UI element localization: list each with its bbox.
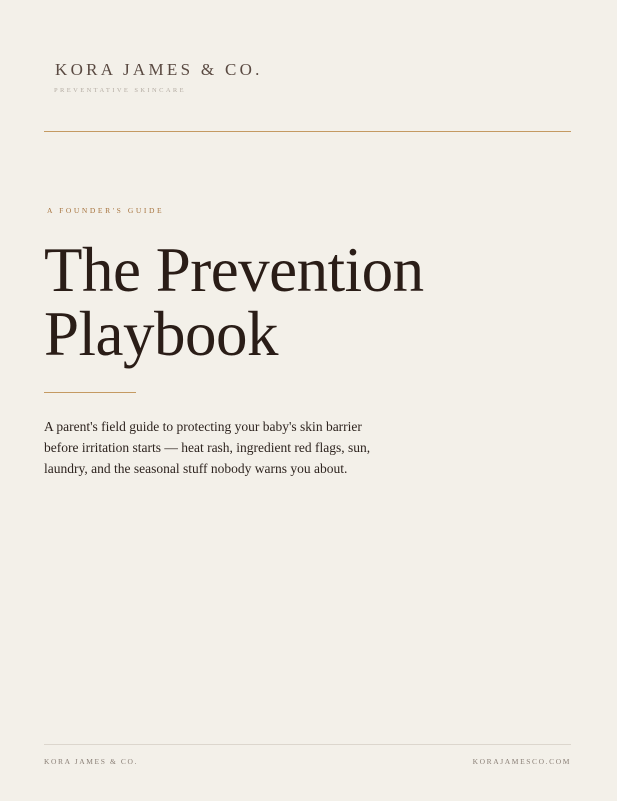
brand-tagline: PREVENTATIVE SKINCARE <box>54 87 187 94</box>
intro-paragraph: A parent's field guide to protecting your baby's skin barrier before irritation starts — heat rash, ingredient red flags, sun, laundry, and the seasonal stuff nobody warns you about. <box>44 419 371 476</box>
brand-block <box>54 60 263 94</box>
title-line-2: Playbook <box>44 299 279 369</box>
title-line-1: The Prevention <box>44 235 424 305</box>
footer-divider <box>44 744 571 745</box>
page-title <box>44 235 424 369</box>
title-accent-rule <box>44 392 136 393</box>
footer-brand: KORA JAMES & CO. <box>44 757 138 766</box>
footer-website: KORAJAMESCO.COM <box>472 757 571 766</box>
brand-name: KORA JAMES & CO. <box>55 60 263 79</box>
eyebrow-label: A FOUNDER'S GUIDE <box>47 206 165 215</box>
header-divider <box>44 131 571 132</box>
